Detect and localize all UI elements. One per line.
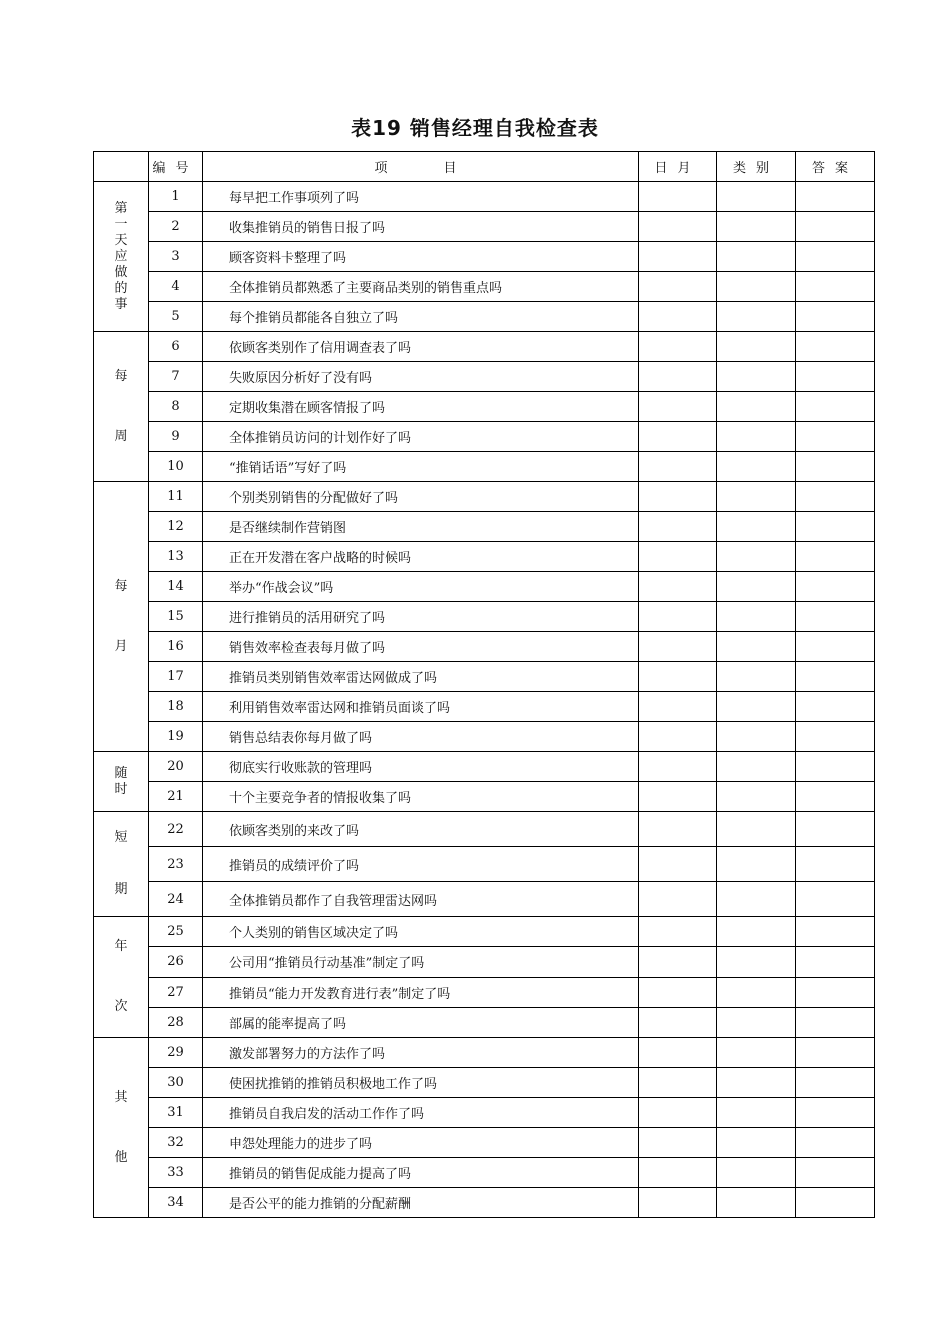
table-row bbox=[94, 812, 875, 847]
table-row bbox=[94, 482, 875, 512]
row-item: 依顾客类别的来改了吗 bbox=[203, 812, 639, 847]
table-row bbox=[94, 692, 875, 722]
row-answer-cell[interactable] bbox=[796, 1128, 875, 1158]
row-date-cell[interactable] bbox=[639, 692, 717, 722]
group-label-cell bbox=[94, 1038, 149, 1218]
row-answer-cell[interactable] bbox=[796, 1188, 875, 1218]
table-row bbox=[94, 572, 875, 602]
row-item: 每个推销员都能各自独立了吗 bbox=[203, 302, 639, 332]
table-row bbox=[94, 182, 875, 212]
row-item: 推销员自我启发的活动工作作了吗 bbox=[203, 1098, 639, 1128]
row-number: 33 bbox=[149, 1158, 203, 1188]
row-number: 8 bbox=[149, 392, 203, 422]
row-category-cell[interactable] bbox=[717, 362, 796, 392]
row-item: 失败原因分析好了没有吗 bbox=[203, 362, 639, 392]
row-date-cell[interactable] bbox=[639, 1188, 717, 1218]
table-row bbox=[94, 242, 875, 272]
row-date-cell[interactable] bbox=[639, 512, 717, 542]
header-answer: 答案 bbox=[796, 152, 875, 182]
row-date-cell[interactable] bbox=[639, 362, 717, 392]
header-group bbox=[94, 152, 149, 182]
row-date-cell[interactable] bbox=[639, 1007, 717, 1037]
row-number: 34 bbox=[149, 1188, 203, 1218]
row-category-cell[interactable] bbox=[717, 1068, 796, 1098]
row-item: 公司用“推销员行动基准”制定了吗 bbox=[203, 947, 639, 977]
table-row bbox=[94, 782, 875, 812]
row-category-cell[interactable] bbox=[717, 512, 796, 542]
row-category-cell[interactable] bbox=[717, 272, 796, 302]
row-number: 29 bbox=[149, 1038, 203, 1068]
row-category-cell[interactable] bbox=[717, 917, 796, 947]
row-answer-cell[interactable] bbox=[796, 1068, 875, 1098]
row-date-cell[interactable] bbox=[639, 1098, 717, 1128]
row-date-cell[interactable] bbox=[639, 572, 717, 602]
row-answer-cell[interactable] bbox=[796, 882, 875, 917]
row-date-cell[interactable] bbox=[639, 882, 717, 917]
row-category-cell[interactable] bbox=[717, 452, 796, 482]
row-category-cell[interactable] bbox=[717, 632, 796, 662]
row-answer-cell[interactable] bbox=[796, 632, 875, 662]
row-number: 16 bbox=[149, 632, 203, 662]
row-number: 6 bbox=[149, 332, 203, 362]
table-row bbox=[94, 1158, 875, 1188]
row-item: 利用销售效率雷达网和推销员面谈了吗 bbox=[203, 692, 639, 722]
row-category-cell[interactable] bbox=[717, 212, 796, 242]
row-answer-cell[interactable] bbox=[796, 947, 875, 977]
row-answer-cell[interactable] bbox=[796, 1038, 875, 1068]
row-number: 28 bbox=[149, 1007, 203, 1037]
row-number: 25 bbox=[149, 917, 203, 947]
row-number: 22 bbox=[149, 812, 203, 847]
row-number: 27 bbox=[149, 977, 203, 1007]
row-category-cell[interactable] bbox=[717, 977, 796, 1007]
table-row bbox=[94, 422, 875, 452]
row-category-cell[interactable] bbox=[717, 662, 796, 692]
row-item: 激发部署努力的方法作了吗 bbox=[203, 1038, 639, 1068]
row-item: 个人类别的销售区域决定了吗 bbox=[203, 917, 639, 947]
table-row bbox=[94, 1068, 875, 1098]
row-item: “推销话语”写好了吗 bbox=[203, 452, 639, 482]
row-answer-cell[interactable] bbox=[796, 422, 875, 452]
row-category-cell[interactable] bbox=[717, 182, 796, 212]
row-category-cell[interactable] bbox=[717, 422, 796, 452]
row-category-cell[interactable] bbox=[717, 782, 796, 812]
row-category-cell[interactable] bbox=[717, 1128, 796, 1158]
row-date-cell[interactable] bbox=[639, 332, 717, 362]
group-label-cell bbox=[94, 917, 149, 1038]
row-item: 全体推销员访问的计划作好了吗 bbox=[203, 422, 639, 452]
row-item: 部属的能率提高了吗 bbox=[203, 1007, 639, 1037]
row-date-cell[interactable] bbox=[639, 977, 717, 1007]
row-date-cell[interactable] bbox=[639, 812, 717, 847]
row-item: 举办“作战会议”吗 bbox=[203, 572, 639, 602]
row-category-cell[interactable] bbox=[717, 1098, 796, 1128]
row-answer-cell[interactable] bbox=[796, 812, 875, 847]
row-item: 收集推销员的销售日报了吗 bbox=[203, 212, 639, 242]
row-item: 正在开发潜在客户战略的时候吗 bbox=[203, 542, 639, 572]
row-date-cell[interactable] bbox=[639, 1158, 717, 1188]
row-category-cell[interactable] bbox=[717, 572, 796, 602]
row-answer-cell[interactable] bbox=[796, 302, 875, 332]
row-category-cell[interactable] bbox=[717, 1038, 796, 1068]
row-category-cell[interactable] bbox=[717, 947, 796, 977]
row-date-cell[interactable] bbox=[639, 242, 717, 272]
group-label: 年次 bbox=[114, 939, 128, 1014]
table-row bbox=[94, 662, 875, 692]
row-date-cell[interactable] bbox=[639, 847, 717, 882]
row-number: 21 bbox=[149, 782, 203, 812]
row-item: 是否公平的能力推销的分配薪酬 bbox=[203, 1188, 639, 1218]
row-number: 23 bbox=[149, 847, 203, 882]
row-item: 全体推销员都熟悉了主要商品类别的销售重点吗 bbox=[203, 272, 639, 302]
row-item: 销售总结表你每月做了吗 bbox=[203, 722, 639, 752]
row-category-cell[interactable] bbox=[717, 302, 796, 332]
row-date-cell[interactable] bbox=[639, 542, 717, 572]
table-row bbox=[94, 632, 875, 662]
row-answer-cell[interactable] bbox=[796, 1098, 875, 1128]
row-answer-cell[interactable] bbox=[796, 542, 875, 572]
row-number: 5 bbox=[149, 302, 203, 332]
row-date-cell[interactable] bbox=[639, 752, 717, 782]
row-number: 1 bbox=[149, 182, 203, 212]
row-answer-cell[interactable] bbox=[796, 482, 875, 512]
row-answer-cell[interactable] bbox=[796, 392, 875, 422]
group-label: 随时 bbox=[114, 765, 128, 797]
row-date-cell[interactable] bbox=[639, 602, 717, 632]
row-item: 个别类别销售的分配做好了吗 bbox=[203, 482, 639, 512]
row-number: 7 bbox=[149, 362, 203, 392]
row-item: 销售效率检查表每月做了吗 bbox=[203, 632, 639, 662]
row-answer-cell[interactable] bbox=[796, 662, 875, 692]
row-number: 10 bbox=[149, 452, 203, 482]
group-label: 第一天应做的事 bbox=[114, 200, 128, 312]
row-date-cell[interactable] bbox=[639, 1068, 717, 1098]
group-label-cell bbox=[94, 812, 149, 917]
row-answer-cell[interactable] bbox=[796, 512, 875, 542]
row-date-cell[interactable] bbox=[639, 422, 717, 452]
row-item: 进行推销员的活用研究了吗 bbox=[203, 602, 639, 632]
row-answer-cell[interactable] bbox=[796, 917, 875, 947]
table-row bbox=[94, 977, 875, 1007]
row-item: 使困扰推销的推销员积极地工作了吗 bbox=[203, 1068, 639, 1098]
row-category-cell[interactable] bbox=[717, 602, 796, 632]
table-row bbox=[94, 302, 875, 332]
table-row bbox=[94, 362, 875, 392]
group-label-cell bbox=[94, 332, 149, 482]
row-number: 19 bbox=[149, 722, 203, 752]
row-item: 推销员的成绩评价了吗 bbox=[203, 847, 639, 882]
row-category-cell[interactable] bbox=[717, 542, 796, 572]
row-item: 每早把工作事项列了吗 bbox=[203, 182, 639, 212]
group-label: 短期 bbox=[114, 830, 128, 897]
row-item: 是否继续制作营销图 bbox=[203, 512, 639, 542]
row-answer-cell[interactable] bbox=[796, 452, 875, 482]
row-category-cell[interactable] bbox=[717, 1007, 796, 1037]
row-number: 3 bbox=[149, 242, 203, 272]
row-date-cell[interactable] bbox=[639, 182, 717, 212]
row-number: 17 bbox=[149, 662, 203, 692]
group-label: 其他 bbox=[114, 1089, 128, 1165]
table-row bbox=[94, 752, 875, 782]
row-category-cell[interactable] bbox=[717, 722, 796, 752]
table-row bbox=[94, 1007, 875, 1037]
row-category-cell[interactable] bbox=[717, 242, 796, 272]
table-row bbox=[94, 602, 875, 632]
row-item: 推销员类别销售效率雷达网做成了吗 bbox=[203, 662, 639, 692]
row-category-cell[interactable] bbox=[717, 482, 796, 512]
table-row bbox=[94, 452, 875, 482]
row-answer-cell[interactable] bbox=[796, 847, 875, 882]
row-answer-cell[interactable] bbox=[796, 692, 875, 722]
row-date-cell[interactable] bbox=[639, 212, 717, 242]
table-row bbox=[94, 332, 875, 362]
table-row bbox=[94, 722, 875, 752]
row-category-cell[interactable] bbox=[717, 1158, 796, 1188]
row-item: 申怨处理能力的进步了吗 bbox=[203, 1128, 639, 1158]
row-number: 30 bbox=[149, 1068, 203, 1098]
row-answer-cell[interactable] bbox=[796, 752, 875, 782]
header-item: 项 目 bbox=[203, 152, 639, 182]
row-answer-cell[interactable] bbox=[796, 242, 875, 272]
row-category-cell[interactable] bbox=[717, 392, 796, 422]
row-category-cell[interactable] bbox=[717, 847, 796, 882]
row-item: 全体推销员都作了自我管理雷达网吗 bbox=[203, 882, 639, 917]
row-answer-cell[interactable] bbox=[796, 1158, 875, 1188]
table-row bbox=[94, 1188, 875, 1218]
header-category: 类别 bbox=[717, 152, 796, 182]
table-row bbox=[94, 542, 875, 572]
row-answer-cell[interactable] bbox=[796, 362, 875, 392]
row-item: 顾客资料卡整理了吗 bbox=[203, 242, 639, 272]
row-date-cell[interactable] bbox=[639, 1128, 717, 1158]
page-title: 表19 销售经理自我检查表 bbox=[351, 116, 599, 140]
row-number: 20 bbox=[149, 752, 203, 782]
group-label: 每周 bbox=[114, 368, 128, 444]
row-category-cell[interactable] bbox=[717, 882, 796, 917]
row-date-cell[interactable] bbox=[639, 482, 717, 512]
row-answer-cell[interactable] bbox=[796, 977, 875, 1007]
group-label-cell bbox=[94, 482, 149, 752]
row-number: 26 bbox=[149, 947, 203, 977]
table-row bbox=[94, 947, 875, 977]
header-num: 编号 bbox=[149, 152, 203, 182]
row-number: 13 bbox=[149, 542, 203, 572]
row-number: 12 bbox=[149, 512, 203, 542]
row-category-cell[interactable] bbox=[717, 812, 796, 847]
row-date-cell[interactable] bbox=[639, 782, 717, 812]
row-category-cell[interactable] bbox=[717, 692, 796, 722]
row-date-cell[interactable] bbox=[639, 392, 717, 422]
row-number: 9 bbox=[149, 422, 203, 452]
table-row bbox=[94, 917, 875, 947]
row-date-cell[interactable] bbox=[639, 632, 717, 662]
row-number: 15 bbox=[149, 602, 203, 632]
header-date: 日月 bbox=[639, 152, 717, 182]
row-answer-cell[interactable] bbox=[796, 572, 875, 602]
row-item: 推销员的销售促成能力提高了吗 bbox=[203, 1158, 639, 1188]
row-answer-cell[interactable] bbox=[796, 602, 875, 632]
row-number: 24 bbox=[149, 882, 203, 917]
row-answer-cell[interactable] bbox=[796, 782, 875, 812]
row-date-cell[interactable] bbox=[639, 302, 717, 332]
row-number: 14 bbox=[149, 572, 203, 602]
row-item: 彻底实行收账款的管理吗 bbox=[203, 752, 639, 782]
table-body bbox=[94, 182, 875, 1218]
row-number: 18 bbox=[149, 692, 203, 722]
row-number: 2 bbox=[149, 212, 203, 242]
row-category-cell[interactable] bbox=[717, 752, 796, 782]
row-item: 依顾客类别作了信用调查表了吗 bbox=[203, 332, 639, 362]
row-date-cell[interactable] bbox=[639, 722, 717, 752]
row-answer-cell[interactable] bbox=[796, 272, 875, 302]
group-label: 每月 bbox=[114, 578, 128, 654]
row-category-cell[interactable] bbox=[717, 332, 796, 362]
table-row bbox=[94, 212, 875, 242]
row-date-cell[interactable] bbox=[639, 917, 717, 947]
row-item: 定期收集潜在顾客情报了吗 bbox=[203, 392, 639, 422]
table-row bbox=[94, 847, 875, 882]
row-date-cell[interactable] bbox=[639, 272, 717, 302]
table-row bbox=[94, 1098, 875, 1128]
row-number: 32 bbox=[149, 1128, 203, 1158]
row-answer-cell[interactable] bbox=[796, 182, 875, 212]
table-row bbox=[94, 512, 875, 542]
row-number: 4 bbox=[149, 272, 203, 302]
header-row bbox=[94, 152, 875, 182]
table-row bbox=[94, 272, 875, 302]
self-check-table bbox=[93, 151, 875, 1218]
row-date-cell[interactable] bbox=[639, 1038, 717, 1068]
row-date-cell[interactable] bbox=[639, 452, 717, 482]
row-answer-cell[interactable] bbox=[796, 1007, 875, 1037]
table-row bbox=[94, 1038, 875, 1068]
table-row bbox=[94, 392, 875, 422]
row-number: 31 bbox=[149, 1098, 203, 1128]
row-answer-cell[interactable] bbox=[796, 332, 875, 362]
row-item: 推销员“能力开发教育进行表”制定了吗 bbox=[203, 977, 639, 1007]
table-row bbox=[94, 882, 875, 917]
row-answer-cell[interactable] bbox=[796, 722, 875, 752]
group-label-cell bbox=[94, 182, 149, 332]
row-item: 十个主要竞争者的情报收集了吗 bbox=[203, 782, 639, 812]
row-answer-cell[interactable] bbox=[796, 212, 875, 242]
row-date-cell[interactable] bbox=[639, 947, 717, 977]
row-number: 11 bbox=[149, 482, 203, 512]
table-row bbox=[94, 1128, 875, 1158]
row-date-cell[interactable] bbox=[639, 662, 717, 692]
group-label-cell bbox=[94, 752, 149, 812]
row-category-cell[interactable] bbox=[717, 1188, 796, 1218]
